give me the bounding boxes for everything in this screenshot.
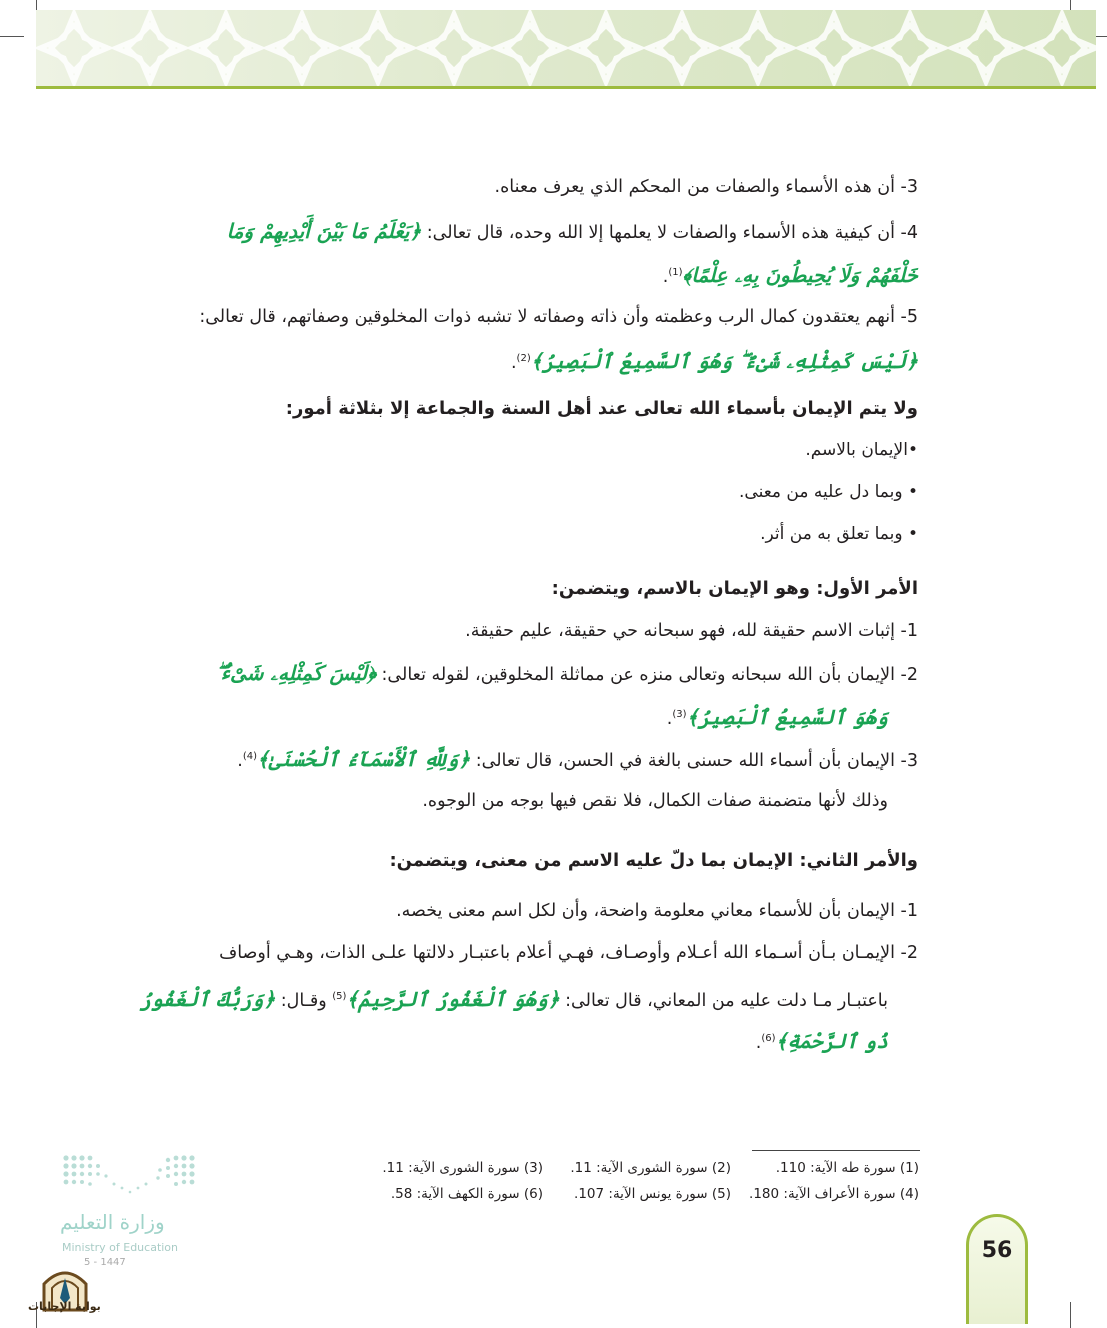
bullet-text: • وبما تعلق به من أثر. bbox=[760, 524, 918, 544]
crop-mark bbox=[1070, 1302, 1071, 1328]
bullet-text: •الإيمان بالاسم. bbox=[805, 440, 918, 460]
line-text: . bbox=[510, 352, 517, 373]
ministry-logo-icon bbox=[62, 1154, 202, 1200]
line-text: باعتبـار مـا دلت عليه من المعاني، قال تعالى: bbox=[559, 990, 888, 1011]
watermark-text: بوابة الإجابات bbox=[28, 1300, 101, 1313]
banner-pattern bbox=[36, 10, 1096, 86]
footnote-ref: (4) bbox=[242, 751, 257, 762]
footnote-1: (1) سورة طه الآية: 110. bbox=[775, 1160, 919, 1176]
line-text: وذلك لأنها متضمنة صفات الكمال، فلا نقص فيها بوجه من الوجوه. bbox=[422, 791, 888, 811]
page-number: 56 bbox=[981, 1238, 1013, 1263]
ministry-name-arabic: وزارة التعليم bbox=[60, 1210, 165, 1234]
footnote-ref: (3) bbox=[672, 709, 687, 720]
footnote-ref: (6) bbox=[761, 1033, 776, 1044]
bullet-item bbox=[760, 524, 918, 544]
paragraph-line bbox=[396, 896, 918, 926]
quran-verse: ﴿وَرَبُّكَ ٱلْغَفُورُ bbox=[139, 986, 276, 1011]
line-text: 1- الإيمان بأن للأسماء معاني معلومة واضحة، وأن لكل اسم معنى يخصه. bbox=[396, 901, 918, 921]
line-text: 2- الإيمان بأن الله سبحانه وتعالى منزه عن مماثلة المخلوقين، لقوله تعالى: bbox=[375, 665, 918, 685]
quran-verse: ﴿لَيْسَ كَمِثْلِهِۦ شَىْءٌ ۖ وَهُوَ ٱلسَّمِيعُ ٱلْبَصِيرُ﴾ bbox=[530, 348, 918, 373]
paragraph-line bbox=[199, 302, 918, 332]
verse-line bbox=[227, 216, 918, 248]
footnote-ref: (1) bbox=[668, 267, 683, 278]
heading-text: والأمر الثاني: الإيمان بما دلّ عليه الاسم من معنى، ويتضمن: bbox=[389, 850, 918, 871]
quran-verse: ذُو ٱلرَّحْمَةِ﴾ bbox=[775, 1028, 888, 1053]
bullet-item bbox=[805, 440, 918, 460]
footnote-6: (6) سورة الكهف الآية: 58. bbox=[390, 1186, 543, 1202]
verse-line bbox=[663, 258, 918, 292]
verse-line bbox=[667, 700, 918, 734]
line-text: 2- الإيمـان بـأن أسـماء الله أعـلام وأوصـاف، فهـي أعلام باعتبـار دلالتها علـى الذات، وهـي أوصاف bbox=[219, 943, 918, 963]
line-text: 1- إثبات الاسم حقيقة لله، فهو سبحانه حي حقيقة، عليم حقيقة. bbox=[465, 621, 918, 641]
line-text: وقـال: bbox=[275, 990, 333, 1011]
heading-text: الأمر الأول: وهو الإيمان بالاسم، ويتضمن: bbox=[551, 578, 918, 599]
paragraph-line bbox=[465, 616, 918, 646]
footnote-2: (2) سورة الشورى الآية: 11. bbox=[570, 1160, 731, 1176]
verse-line bbox=[139, 982, 918, 1016]
header-banner bbox=[36, 10, 1096, 86]
verse-line bbox=[237, 742, 918, 776]
heading-text: ولا يتم الإيمان بأسماء الله تعالى عند أهل السنة والجماعة إلا بثلاثة أمور: bbox=[285, 398, 918, 419]
line-text: 3- الإيمان بأن أسماء الله حسنى بالغة في الحسن، قال تعالى: bbox=[470, 750, 918, 771]
banner-underline bbox=[36, 86, 1096, 89]
paragraph-line bbox=[422, 786, 918, 816]
footnote-5: (5) سورة يونس الآية: 107. bbox=[574, 1186, 731, 1202]
crop-mark bbox=[0, 36, 24, 37]
quran-verse: وَهُوَ ٱلسَّمِيعُ ٱلْبَصِيرُ﴾ bbox=[686, 704, 888, 729]
bullet-text: • وبما دل عليه من معنى. bbox=[739, 482, 918, 502]
quran-verse: ﴿وَهُوَ ٱلْغَفُورُ ٱلرَّحِيمُ﴾ bbox=[346, 986, 560, 1011]
line-text: . bbox=[755, 1032, 762, 1053]
paragraph-line bbox=[219, 938, 918, 968]
verse-line bbox=[756, 1024, 918, 1058]
quran-verse: ﴿يَعْلَمُ مَا بَيْنَ أَيْدِيهِمْ وَمَا bbox=[226, 219, 422, 243]
paragraph-line bbox=[495, 172, 918, 202]
verse-line bbox=[216, 658, 918, 690]
line-text: . bbox=[237, 750, 243, 771]
footnote-4: (4) سورة الأعراف الآية: 180. bbox=[749, 1186, 919, 1202]
footnote-3: (3) سورة الشورى الآية: 11. bbox=[382, 1160, 543, 1176]
quran-verse: ﴿لَيْسَ كَمِثْلِهِۦ شَىْءٌ ۖ bbox=[215, 661, 376, 685]
line-text: . bbox=[666, 708, 673, 729]
watermark-logo-icon bbox=[30, 1254, 100, 1324]
footnote-rule bbox=[752, 1150, 920, 1151]
line-text: 5- أنهم يعتقدون كمال الرب وعظمته وأن ذاته وصفاته لا تشبه ذوات المخلوقين وصفاتهم، قال تعالى: bbox=[199, 307, 918, 327]
line-text: 3- أن هذه الأسماء والصفات من المحكم الذي يعرف معناه. bbox=[494, 177, 918, 197]
footnote-ref: (5) bbox=[332, 991, 347, 1002]
ministry-year: 5 - 1447 bbox=[84, 1257, 126, 1268]
footnote-ref: (2) bbox=[516, 353, 531, 364]
ministry-name-english: Ministry of Education bbox=[62, 1241, 179, 1254]
page-number-tab bbox=[966, 1214, 1028, 1324]
verse-line bbox=[511, 344, 918, 378]
section-heading bbox=[552, 578, 918, 599]
bullet-item bbox=[739, 482, 918, 502]
line-text: 4- أن كيفية هذه الأسماء والصفات لا يعلمها إلا الله وحده، قال تعالى: bbox=[421, 223, 918, 243]
quran-verse: خَلْفَهُمْ وَلَا يُحِيطُونَ بِهِۦ عِلْمًا﴾ bbox=[682, 262, 918, 287]
section-heading bbox=[286, 398, 918, 419]
quran-verse: ﴿وَلِلَّهِ ٱلْأَسْمَآءُ ٱلْحُسْنَىٰ﴾ bbox=[257, 746, 471, 771]
line-text: . bbox=[662, 266, 669, 287]
section-heading bbox=[389, 850, 918, 871]
